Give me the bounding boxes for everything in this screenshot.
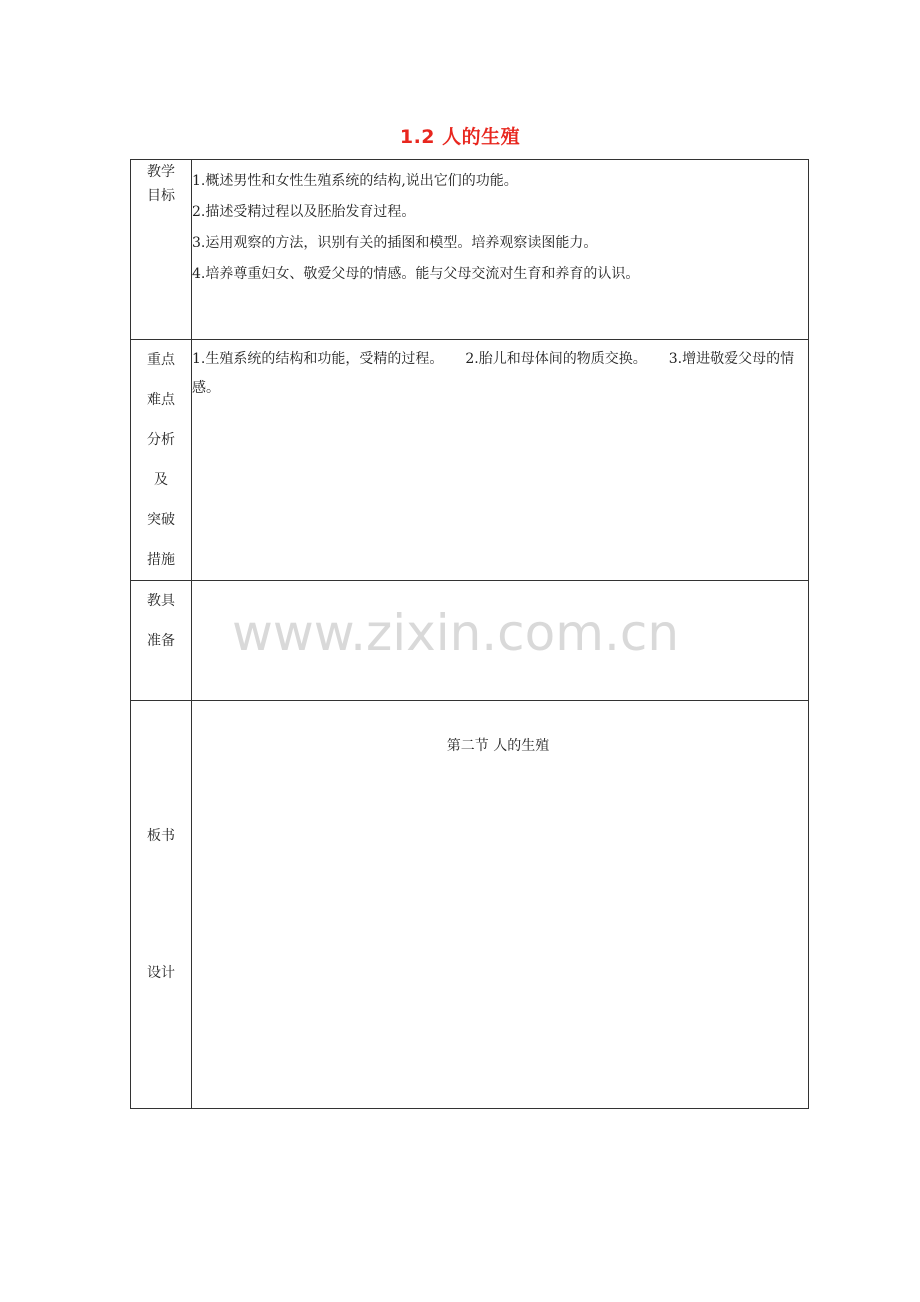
board-heading: 第二节 人的生殖 — [446, 738, 550, 754]
label-line: 准备 — [147, 633, 175, 649]
label-line: 重点 — [147, 352, 175, 368]
board-label-bottom: 设计 — [147, 965, 175, 981]
goal-item: 2.描述受精过程以及胚胎发育过程。 — [192, 204, 416, 220]
teaching-goals-label — [131, 160, 192, 340]
board-design-content — [192, 701, 809, 1109]
watermark: www.zixin.com.cn — [232, 604, 680, 662]
label-line: 突破 — [147, 512, 175, 528]
page-title: 1.2 人的生殖 — [399, 126, 521, 148]
key-point-item: 3.增进敬爱父母的情感。 — [192, 351, 795, 396]
teaching-tools-row — [131, 581, 809, 701]
key-points-label — [131, 340, 192, 581]
label-line: 分析 — [147, 432, 175, 448]
key-point-item: 2.胎儿和母体间的物质交换。 — [465, 351, 647, 367]
label-line: 及 — [154, 472, 168, 488]
goal-item: 3.运用观察的方法，识别有关的插图和模型。培养观察读图能力。 — [192, 235, 598, 251]
goal-item: 4.培养尊重妇女、敬爱父母的情感。能与父母交流对生育和养育的认识。 — [192, 266, 640, 282]
label-line: 措施 — [147, 552, 175, 568]
teaching-tools-content — [192, 581, 809, 701]
key-points-text — [192, 345, 808, 403]
key-point-item: 1.生殖系统的结构和功能，受精的过程。 — [192, 351, 444, 367]
board-design-label — [131, 701, 192, 1109]
board-label-top: 板书 — [147, 828, 175, 844]
board-design-row — [131, 701, 809, 1109]
teaching-tools-label — [131, 581, 192, 701]
goal-item: 1.概述男性和女性生殖系统的结构,说出它们的功能。 — [192, 173, 518, 189]
key-points-content — [192, 340, 809, 581]
teaching-goals-row — [131, 160, 809, 340]
label-line: 目标 — [147, 188, 175, 204]
lesson-plan-table — [130, 159, 809, 1109]
label-line: 教具 — [147, 593, 175, 609]
label-line: 教学 — [147, 164, 175, 180]
key-points-row — [131, 340, 809, 581]
label-line: 难点 — [147, 392, 175, 408]
teaching-goals-content — [192, 160, 809, 340]
